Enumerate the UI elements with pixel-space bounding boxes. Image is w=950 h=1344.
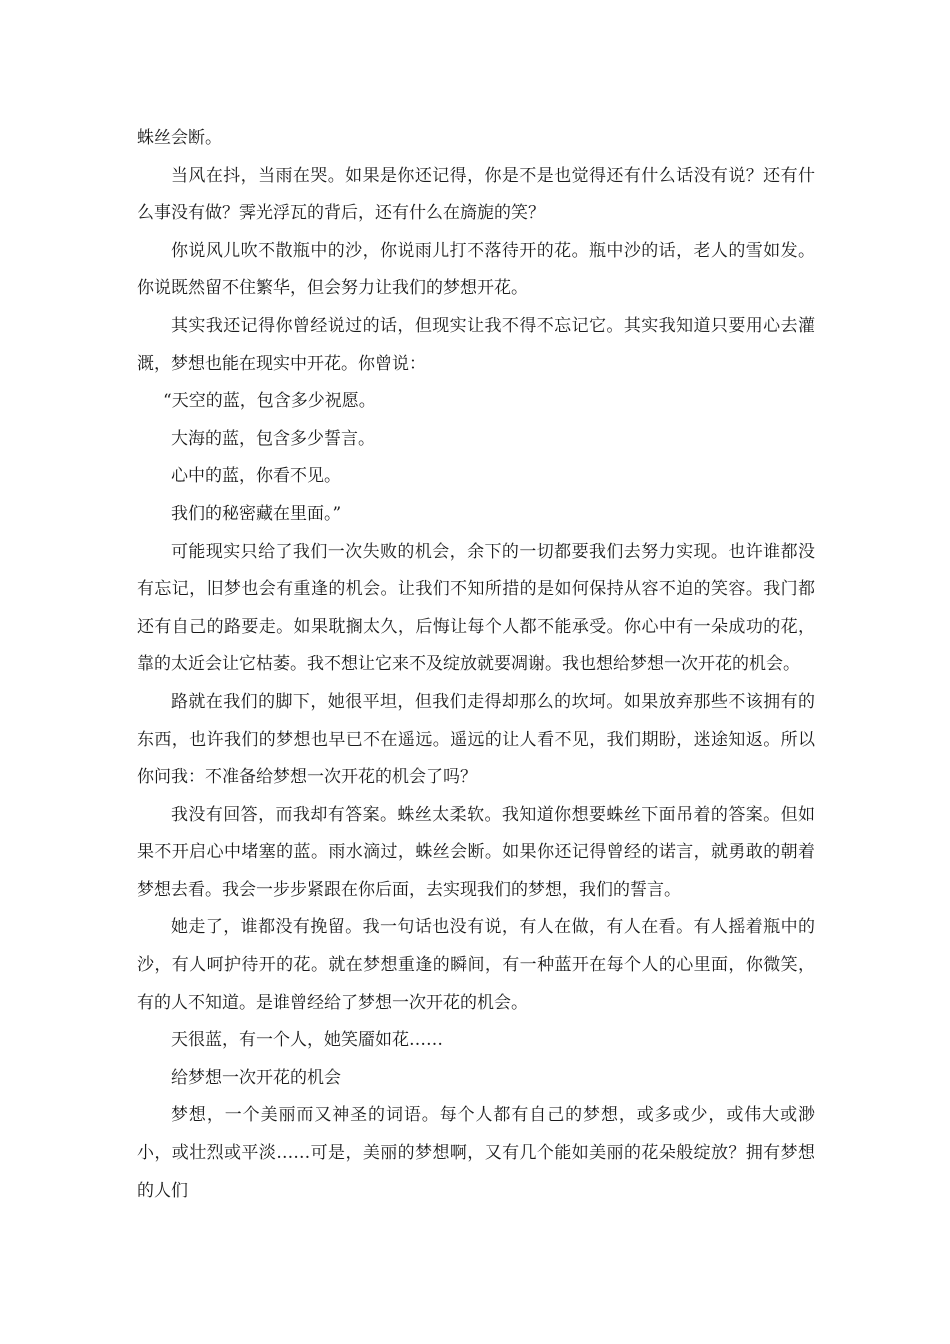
- quote-line: 大海的蓝，包含多少誓言。: [171, 428, 375, 449]
- document-body: [137, 120, 815, 1210]
- paragraph: 她走了，谁都没有挽留。我一句话也没有说，有人在做，有人在看。有人摇着瓶中的沙，有人呵护待开的花。就在梦想重逢的瞬间，有一种蓝开在每个人的心里面，你微笑，有的人不知道。是谁曾经给了梦想一次开花的机会。: [137, 917, 815, 1013]
- paragraph: 当风在抖，当雨在哭。如果是你还记得，你是不是也觉得还有什么话没有说？还有什么事没有做？霁光浮瓦的背后，还有什么在旖旎的笑？: [137, 165, 815, 224]
- paragraph: 其实我还记得你曾经说过的话，但现实让我不得不忘记它。其实我知道只要用心去灌溉，梦想也能在现实中开花。你曾说：: [137, 315, 815, 374]
- section-title: 给梦想一次开花的机会: [171, 1067, 341, 1088]
- paragraph: 你说风儿吹不散瓶中的沙，你说雨儿打不落待开的花。瓶中沙的话，老人的雪如发。你说既然留不住繁华，但会努力让我们的梦想开花。: [137, 240, 815, 299]
- quote-line: “天空的蓝，包含多少祝愿。: [163, 391, 376, 412]
- quote-line: 心中的蓝，你看不见。: [171, 466, 341, 487]
- paragraph: 天很蓝，有一个人，她笑靥如花……: [171, 1030, 443, 1051]
- paragraph: 我没有回答，而我却有答案。蛛丝太柔软。我知道你想要蛛丝下面吊着的答案。但如果不开启心中堵塞的蓝。雨水滴过，蛛丝会断。如果你还记得曾经的诺言，就勇敢的朝着梦想去看。我会一步步紧跟在你后面，去实现我们的梦想，我们的誓言。: [137, 804, 815, 900]
- quote-line: 我们的秘密藏在里面。”: [171, 503, 342, 524]
- paragraph: 可能现实只给了我们一次失败的机会，余下的一切都要我们去努力实现。也许谁都没有忘记，旧梦也会有重逢的机会。让我们不知所措的是如何保持从容不迫的笑容。我门都还有自己的路要走。如果耽搁太久，后悔让每个人都不能承受。你心中有一朵成功的花，靠的太近会让它枯萎。我不想让它来不及绽放就要凋谢。我也想给梦想一次开花的机会。: [137, 541, 815, 675]
- paragraph: 梦想，一个美丽而又神圣的词语。每个人都有自己的梦想，或多或少，或伟大或渺小，或壮烈或平淡……可是，美丽的梦想啊，又有几个能如美丽的花朵般绽放？拥有梦想的人们: [137, 1105, 815, 1201]
- paragraph-continuation: 蛛丝会断。: [137, 128, 222, 148]
- paragraph: 路就在我们的脚下，她很平坦，但我们走得却那么的坎坷。如果放弃那些不该拥有的东西，也许我们的梦想也早已不在遥远。遥远的让人看不见，我们期盼，迷途知返。所以你问我：不准备给梦想一次开花的机会了吗？: [137, 691, 815, 788]
